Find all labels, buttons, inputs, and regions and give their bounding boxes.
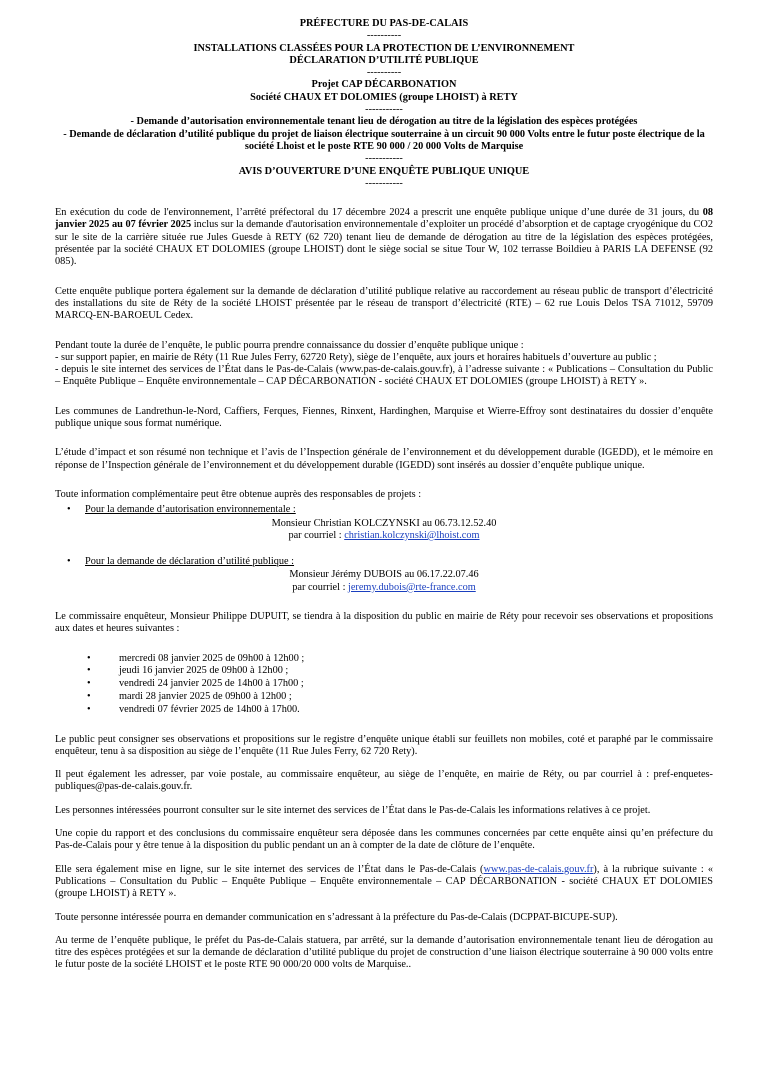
separator: ----------: [366, 30, 402, 42]
contact-2-label: Pour la demande de déclaration d’utilité publique :: [85, 556, 295, 568]
company-title: Société CHAUX ET DOLOMIES (groupe LHOIST) à RETY: [250, 91, 518, 103]
mail-prefix: par courriel :: [292, 581, 348, 593]
list-item: [55, 504, 713, 516]
list-item: • jeudi 16 janvier 2025 de 09h00 à 12h00 ;: [55, 665, 713, 678]
rapport-paragraph: Une copie du rapport et des conclusions du commissaire enquêteur sera déposée dans les communes concernées par cette enquête ainsi qu’en préfecture du Pas-de-Calais pour y être tenue à la disposition du public pendant un an à compter de la date de clôture de l’enquête.: [55, 828, 713, 852]
list-item: [55, 556, 713, 568]
intro-part-1: En exécution du code de l'environnement, l’arrêté préfectoral du 17 décembre 2024 a prescrit une enquête publique unique d’une durée de 31 jours, du: [55, 207, 703, 219]
info-paragraph: Toute information complémentaire peut être obtenue auprès des responsables de projets :: [55, 488, 422, 500]
contact-2-mail: [55, 582, 713, 594]
commissaire-paragraph: Le commissaire enquêteur, Monsieur Philippe DUPUIT, se tiendra à la disposition du public en mairie de Réty pour recevoir ses observations et propositions aux dates et heures suivantes :: [55, 610, 713, 635]
contact-list: [55, 556, 713, 568]
notice-title: AVIS D’OUVERTURE D’UNE ENQUÊTE PUBLIQUE UNIQUE: [238, 165, 530, 177]
enquiry-dates: 08 janvier 2025 au 07 février 2025: [55, 207, 713, 231]
site-info-paragraph: Les personnes intéressées pourront consulter sur le site internet des services de l’État dans le Pas-de-Calais les informations relatives à ce projet.: [55, 804, 651, 816]
contact-1-name: Monsieur Christian KOLCZYNSKI au 06.73.12.52.40: [271, 517, 497, 529]
contact-list: [55, 504, 713, 516]
dup-paragraph: Cette enquête publique portera également sur la demande de déclaration d’utilité publique relative au raccordement au réseau public de transport d’électricité des installations du site de Réty de la société LHOIST présentée par le réseau de transport d’électricité (RTE) – 62 rue Louis Delos TSA 71012, 59709 MARCQ-EN-BAROEUL Cedex.: [55, 285, 713, 322]
consultation-online: - depuis le site internet des services de l’État dans le Pas-de-Calais (www.pas-de-calais.gouv.fr), à l’adresse suivante : « Publications – Consultation du Public – Enquête Publique – Enquête environnementale – CAP DÉCARBONATION - société CHAUX ET DOLOMIES (groupe LHOIST) à RETY ».: [55, 364, 713, 388]
separator: -----------: [365, 177, 403, 189]
prefecture-website-link[interactable]: www.pas-de-calais.gouv.fr: [483, 863, 594, 875]
contact-1-email-link[interactable]: christian.kolczynski@lhoist.com: [344, 529, 480, 541]
separator: ----------: [366, 67, 402, 79]
online-part-2: ), à la rubrique suivante : « Publications – Consultation du Public – Enquête Publique – Enquête environnementale – CAP DÉCARBONATION - société CHAUX ET DOLOMIES (groupe LHOIST) à RETY ».: [55, 863, 713, 900]
communes-paragraph: Les communes de Landrethun-le-Nord, Caffiers, Ferques, Fiennes, Rinxent, Hardinghen, Marquise et Wierre-Effroy sont destinataires du dossier d’enquête publique unique sous format numérique.: [55, 405, 713, 430]
installations-title: INSTALLATIONS CLASSÉES POUR LA PROTECTION DE L’ENVIRONNEMENT: [193, 42, 575, 54]
intro-paragraph: [55, 207, 713, 268]
mail-prefix: par courriel :: [288, 529, 345, 541]
list-item: • vendredi 24 janvier 2025 de 14h00 à 17h00 ;: [55, 678, 713, 691]
registre-paragraph: Le public peut consigner ses observations et propositions sur le registre d’enquête unique établi sur feuillets non mobiles, coté et paraphé par le commissaire enquêteur, tenu à sa disposition au siège de l’enquête (11 Rue Jules Ferry, 62 720 Rety).: [55, 733, 713, 757]
online-paragraph: [55, 864, 713, 901]
list-item: • mercredi 08 janvier 2025 de 09h00 à 12h00 ;: [55, 653, 713, 666]
online-part-1: Elle sera également mise en ligne, sur le site internet des services de l’État dans le Pas-de-Calais (: [55, 863, 484, 875]
consultation-paper: - sur support papier, en mairie de Réty (11 Rue Jules Ferry, 62720 Rety), siège de l’enquête, aux jours et horaires habituels d’ouverture au public ;: [55, 351, 657, 363]
contact-1-label: Pour la demande d’autorisation environnementale :: [85, 504, 296, 516]
declaration-title: DÉCLARATION D’UTILITÉ PUBLIQUE: [289, 54, 479, 66]
request-2: - Demande de déclaration d’utilité publique du projet de liaison électrique souterraine à un circuit 90 000 Volts entre le futur poste électrique de la société Lhoist et le poste RTE 90 000 / 20 000 Volts de Marquise: [63, 128, 705, 152]
permanences-list: [55, 653, 713, 717]
courrier-paragraph: Il peut également les adresser, par voie postale, au commissaire enquêteur, au siège de l’enquête, en mairie de Réty, ou par courriel à : pref-enquetes-publiques@pas-de-calais.gouv.fr.: [55, 769, 713, 793]
prefecture-title: PRÉFECTURE DU PAS-DE-CALAIS: [299, 18, 469, 29]
request-1: - Demande d’autorisation environnementale tenant lieu de dérogation au titre de la législation des espèces protégées: [130, 116, 638, 128]
communication-paragraph: Toute personne intéressée pourra en demander communication en s’adressant à la préfecture du Pas-de-Calais (DCPPAT-BICUPE-SUP).: [55, 911, 618, 923]
list-item: • vendredi 07 février 2025 de 14h00 à 17h00.: [55, 704, 713, 717]
project-title: Projet CAP DÉCARBONATION: [311, 79, 457, 91]
document-body: [55, 207, 713, 972]
impact-paragraph: L’étude d’impact et son résumé non technique et l’avis de l’Inspection générale de l’environnement et du développement durable (IGEDD), et le mémoire en réponse de l’Inspection générale de l’environnement et du développement durable (IGEDD) sont insérés au dossier d’enquête publique unique.: [55, 447, 713, 471]
contact-2-email-link[interactable]: jeremy.dubois@rte-france.com: [348, 581, 476, 593]
document-header: [55, 18, 713, 190]
contact-2-name: Monsieur Jérémy DUBOIS au 06.17.22.07.46: [289, 569, 479, 581]
conclusion-paragraph: Au terme de l’enquête publique, le préfet du Pas-de-Calais statuera, par arrêté, sur la demande d’autorisation environnementale tenant lieu de dérogation au titre des espèces protégées et sur la demande de déclaration d’utilité publique du projet de construction d’une liaison électrique souterraine à 90 000 volts entre le futur poste de la société LHOIST et le poste RTE 90 000/20 000 volts de Marquise..: [55, 934, 713, 971]
consultation-intro: Pendant toute la durée de l’enquête, le public pourra prendre connaissance du dossier d’enquête publique unique :: [55, 339, 524, 351]
separator: -----------: [365, 104, 403, 116]
intro-part-2: inclus sur la demande d'autorisation environnementale d’exploiter un procédé d’absorption et de captage cryogénique du CO2 sur le site de la carrière située rue Jules Guesde à RETY (62 720) tenant lieu de demande de dérogation au titre de la législation des espèces protégées, présentée par la société CHAUX ET DOLOMIES (groupe LHOIST) dont le siège social se situe Tour W, 102 terrasse Boildieu à PARIS LA DEFENSE (92 085).: [55, 219, 713, 268]
consultation-paragraph: [55, 340, 713, 389]
separator: -----------: [365, 153, 403, 165]
list-item: • mardi 28 janvier 2025 de 09h00 à 12h00 ;: [55, 691, 713, 704]
contact-1-mail: [55, 530, 713, 542]
